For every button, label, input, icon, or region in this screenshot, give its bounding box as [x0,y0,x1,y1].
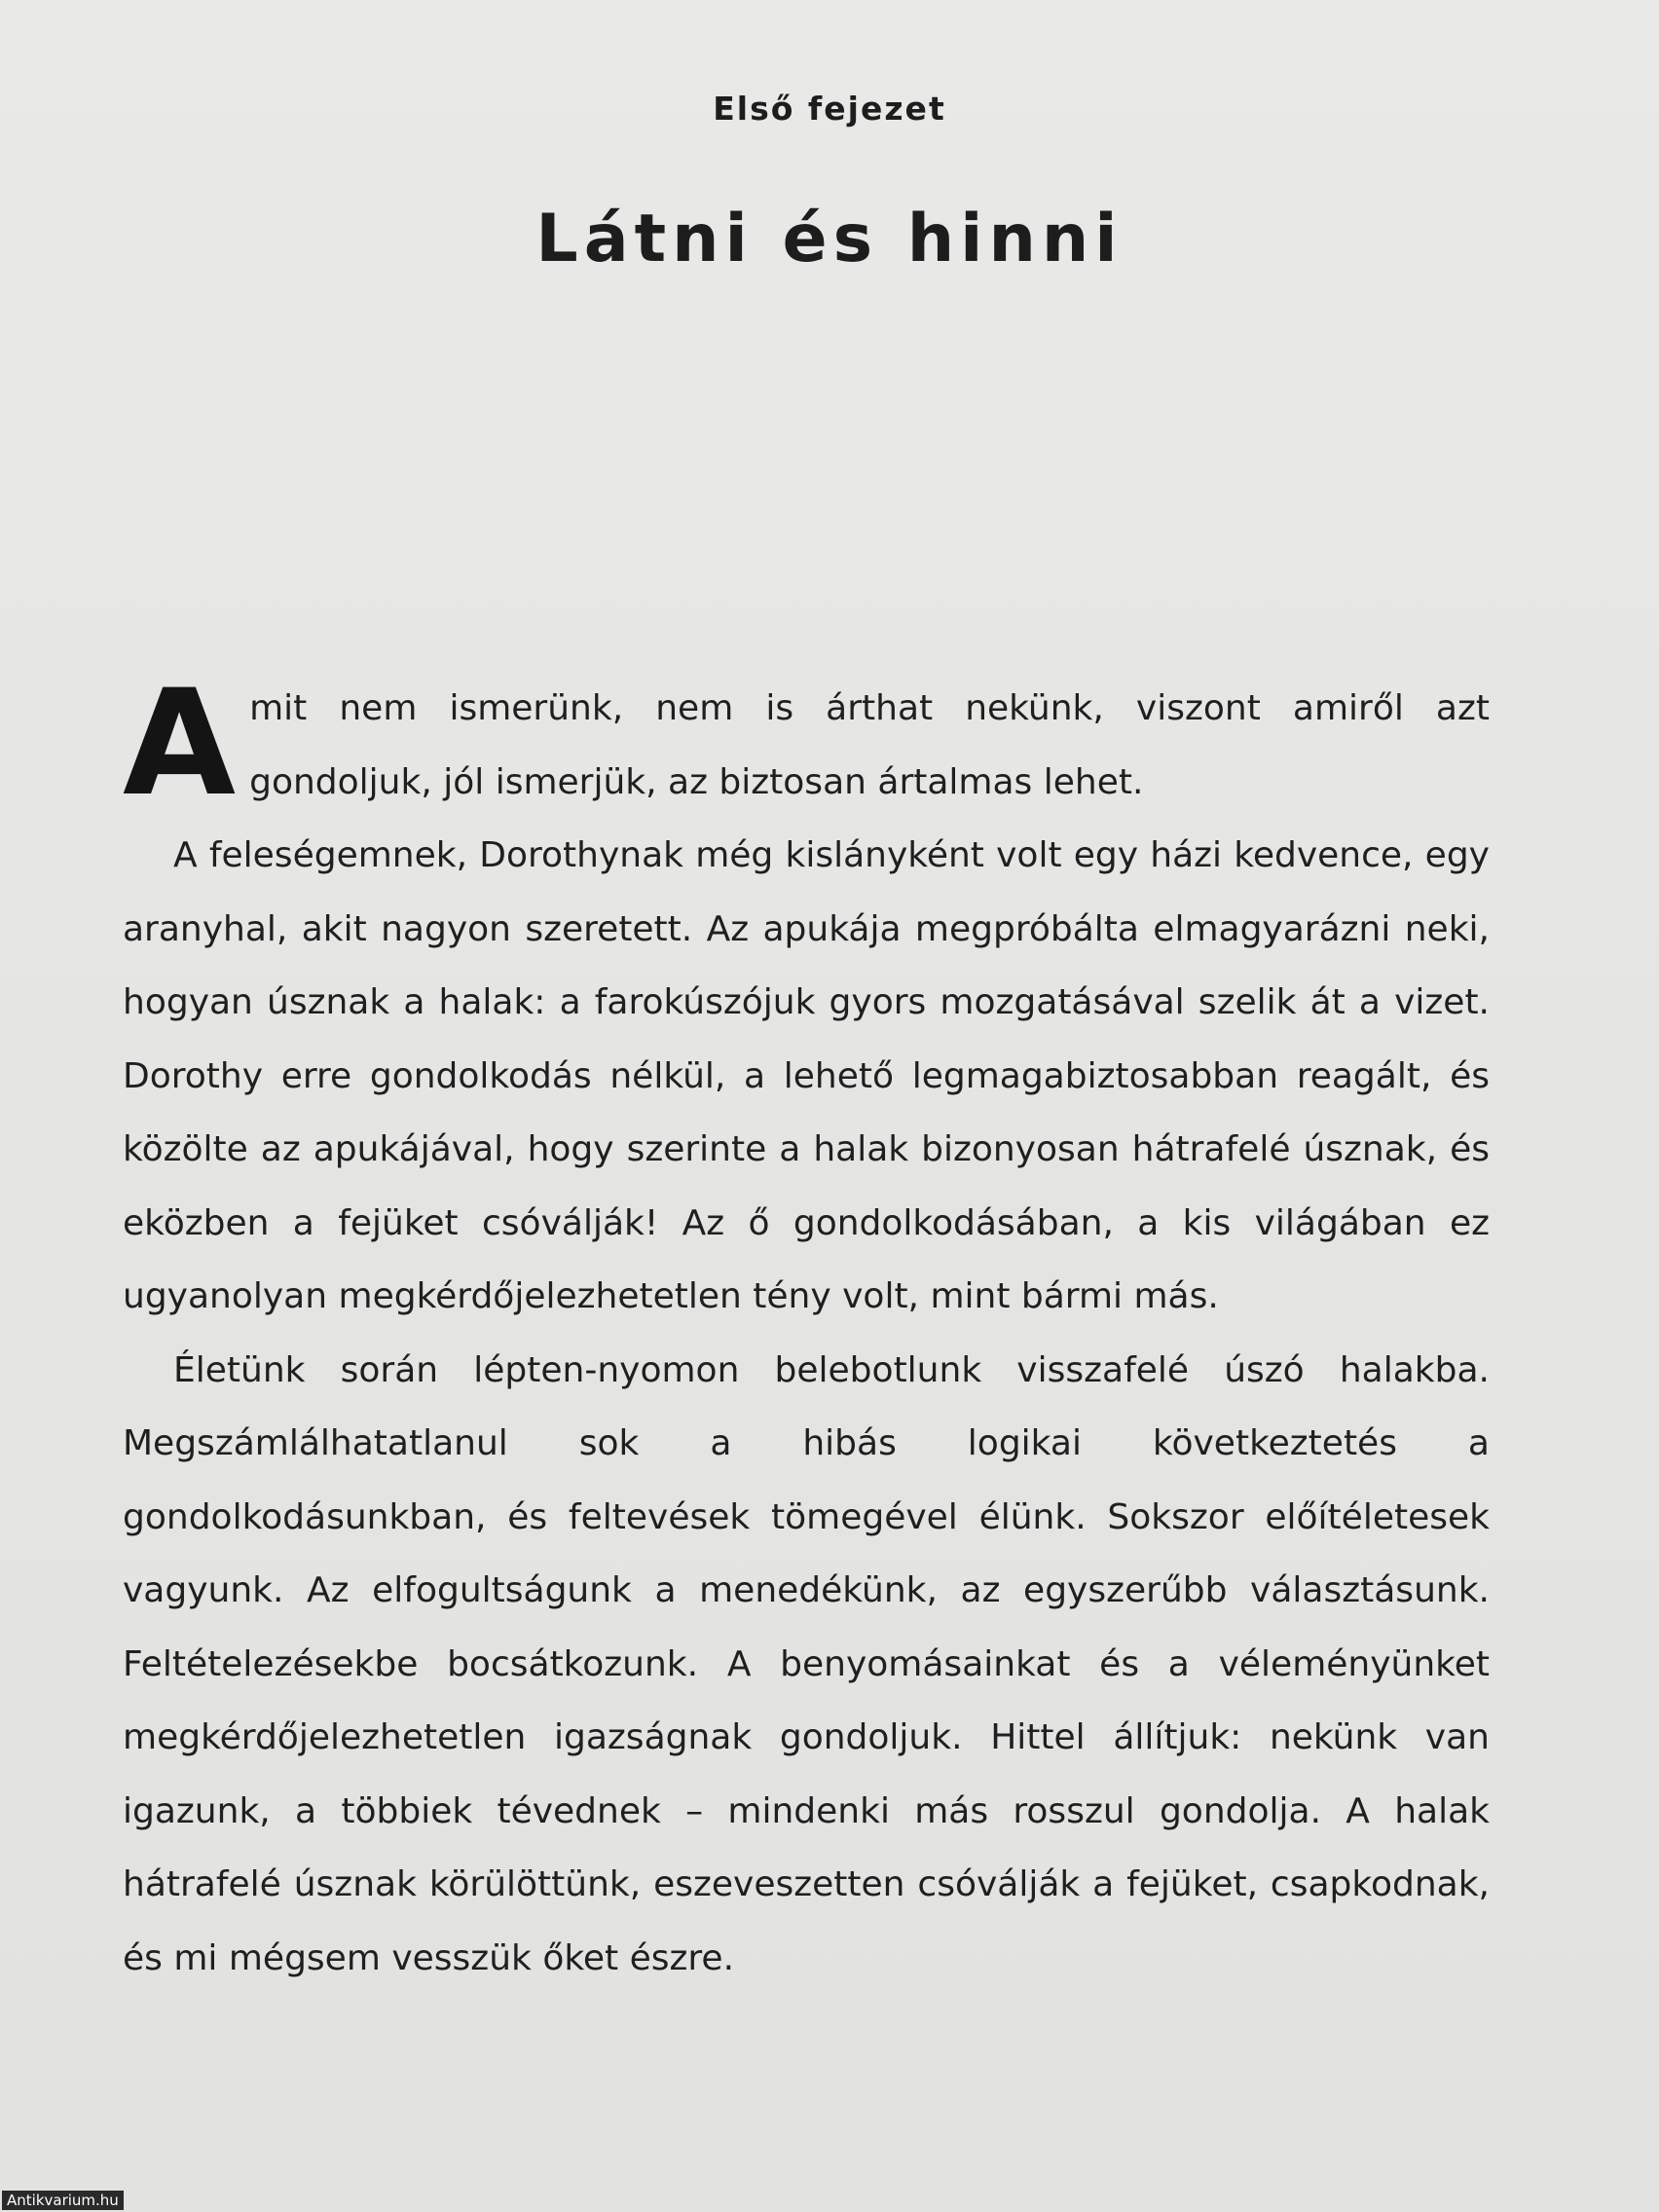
chapter-title: Látni és hinni [535,201,1124,277]
paragraph-1 [123,659,1490,829]
paragraph-3: Életünk során lépten-nyomon belebotlunk visszafelé úszó halakba. Megszámlálhatatlanul sok a hibás logikai következtetés a gondolkodásunkban, és feltevések tömegével élünk. Sokszor előítéletesek vagyunk. Az elfogultságunk a menedékünk, az egyszerűbb választásunk. Feltételezésekbe bocsátkozunk. A benyomásainkat és a véleményünket megkérdőjelezhetetlen igazságnak gondoljuk. Hittel állítjuk: nekünk van igazunk, a többiek tévednek – mindenki más rosszul gondolja. A halak hátrafelé úsznak körülöttünk, eszeveszetten csóválják a fejüket, csapkodnak, és mi mégsem vesszük őket észre. [123,1349,1490,1978]
chapter-label: Első fejezet [713,90,946,128]
paragraph-1-text: mit nem ismerünk, nem is árthat nekünk, viszont amiről azt gondoljuk, jól ismerjük, az biztosan ártalmas lehet. [249,688,1490,802]
drop-cap: A [123,659,237,829]
watermark: Antikvarium.hu [2,2191,124,2210]
paragraph-2: A feleségemnek, Dorothynak még kislányként volt egy házi kedvence, egy aranyhal, akit nagyon szeretett. Az apukája megpróbálta elmagyarázni neki, hogyan úsznak a halak: a farokúszójuk gyors mozgatásával szelik át a vizet. Dorothy erre gondolkodás nélkül, a lehető legmagabiztosabban reagált, és közölte az apukájával, hogy szerinte a halak bizonyosan hátrafelé úsznak, és eközben a fejüket csóválják! Az ő gondolkodásában, a kis világában ez ugyanolyan megkérdőjelezhetetlen tény volt, mint bármi más. [123,835,1490,1316]
body-text [123,659,1490,1995]
